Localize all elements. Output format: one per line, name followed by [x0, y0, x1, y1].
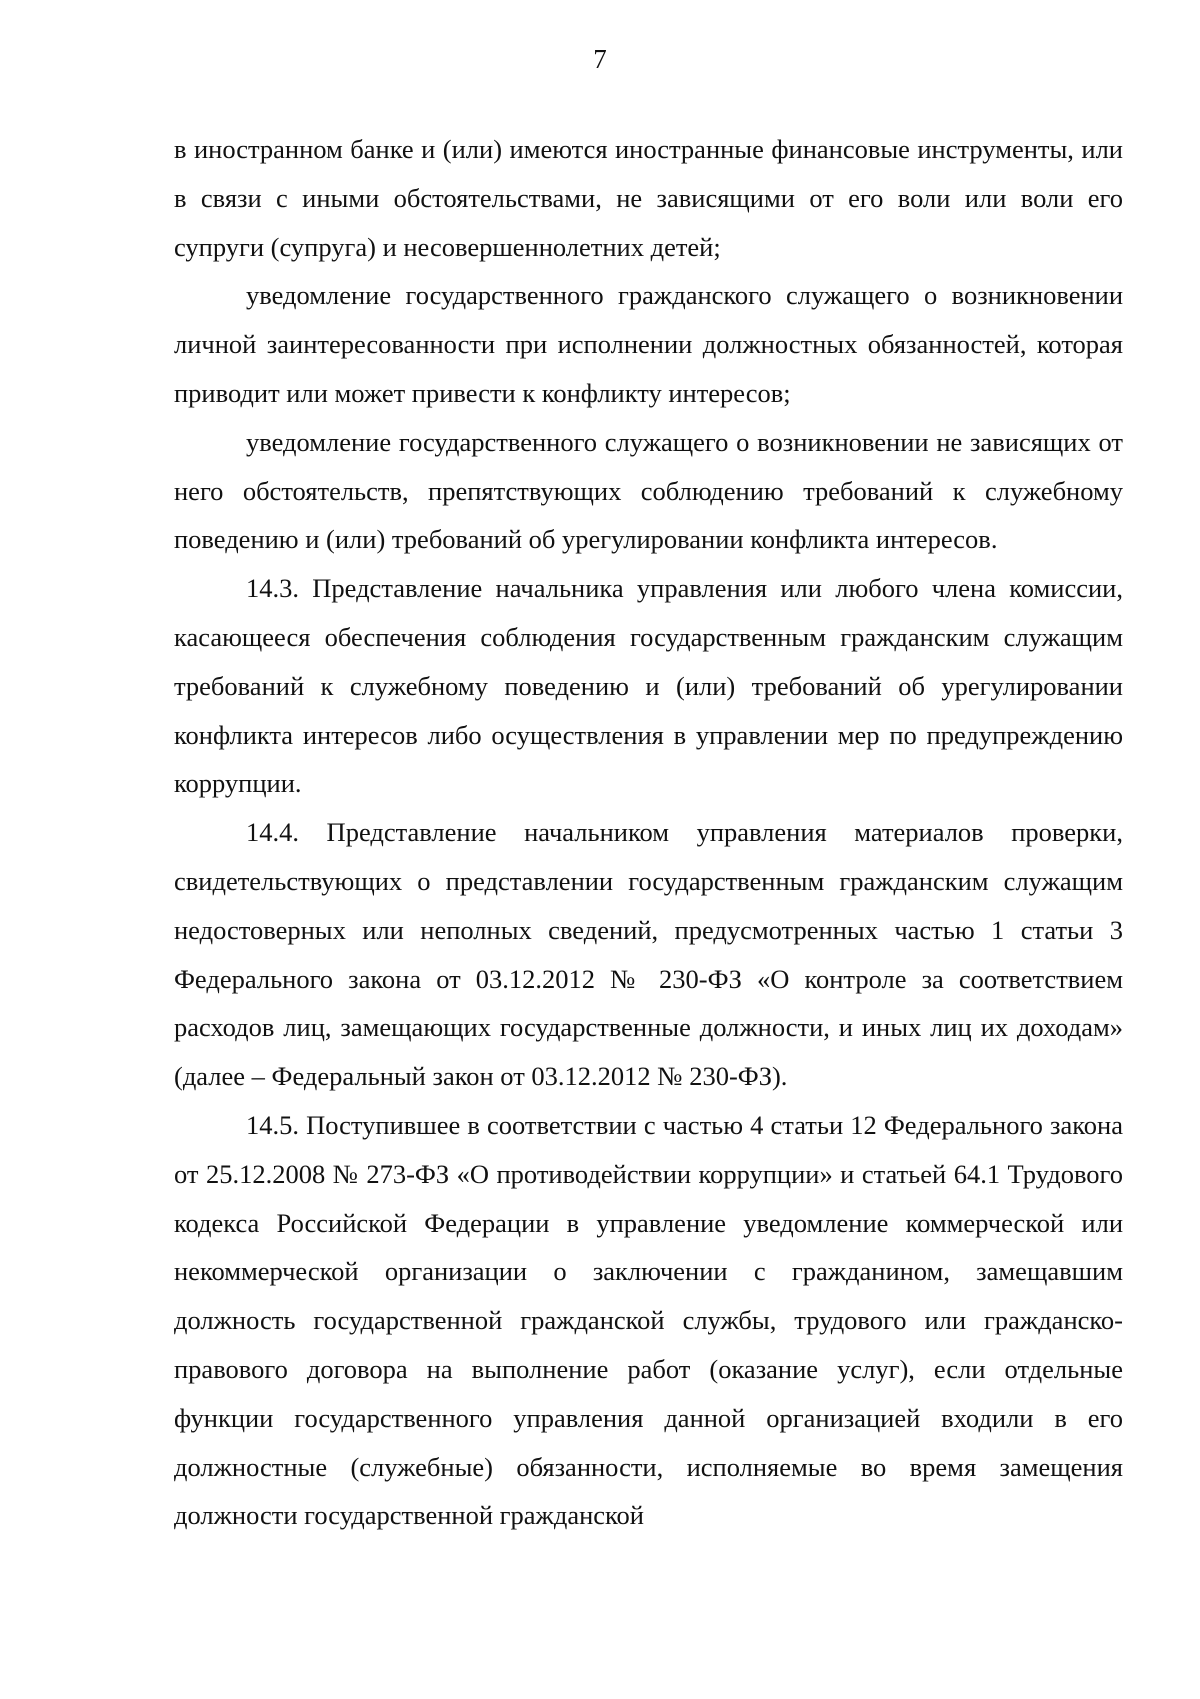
paragraph-continuation: в иностранном банке и (или) имеются иностранные финансовые инструменты, или в связи с иными обстоятельствами, не зависящими от его воли или воли его супруги (супруга) и несовершеннолетних детей; [174, 134, 1123, 262]
document-body [174, 125, 1123, 1540]
paragraph-14-5: 14.5. Поступившее в соответствии с частью 4 статьи 12 Федерального закона от 25.12.2008 № 273-ФЗ «О противодействии коррупции» и статьей 64.1 Трудового кодекса Российской Федерации в управление уведомление коммерческой или некоммерческой организации о заключении с гражданином, замещавшим должность государственной гражданской службы, трудового или гражданско-правового договора на выполнение работ (оказание услуг), если отдельные функции государственного управления данной организацией входили в его должностные (служебные) обязанности, исполняемые во время замещения должности государственной гражданской [174, 1109, 1123, 1531]
paragraph-notification-personal-interest: уведомление государственного гражданского служащего о возникновении личной заинтересованности при исполнении должностных обязанностей, которая приводит или может привести к конфликту интересов; [174, 280, 1123, 408]
page-number: 7 [593, 44, 607, 74]
paragraph-14-3: 14.3. Представление начальника управления или любого члена комиссии, касающееся обеспечения соблюдения государственным гражданским служащим требований к служебному поведению и (или) требований об урегулировании конфликта интересов либо осуществления в управлении мер по предупреждению коррупции. [174, 573, 1123, 799]
paragraph-notification-circumstances: уведомление государственного служащего о возникновении не зависящих от него обстоятельств, препятствующих соблюдению требований к служебному поведению и (или) требований об урегулировании конфликта интересов. [174, 426, 1123, 555]
paragraph-14-4: 14.4. Представление начальником управления материалов проверки, свидетельствующих о представлении государственным гражданским служащим недостоверных или неполных сведений, предусмотренных частью 1 статьи 3 Федерального закона от 03.12.2012 № 230-ФЗ «О контроле за соответствием расходов лиц, замещающих государственные должности, и иных лиц их доходам» (далее – Федеральный закон от 03.12.2012 № 230-ФЗ). [174, 817, 1123, 1092]
